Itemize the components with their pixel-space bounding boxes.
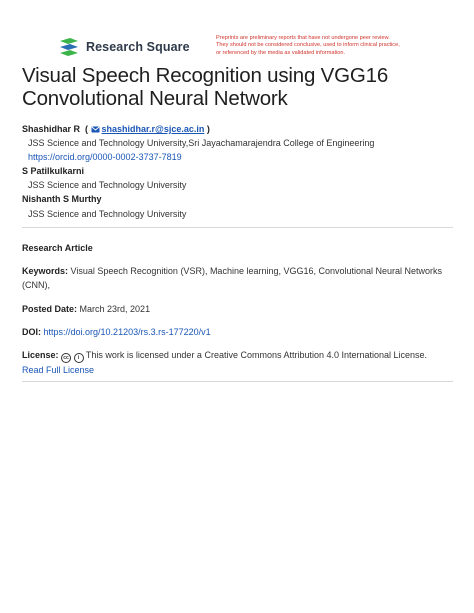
author-email-group: ( shashidhar.r@sjce.ac.in ) [82, 124, 210, 134]
preprint-disclaimer [216, 35, 446, 57]
author-name: Shashidhar R [22, 124, 81, 134]
license-text: This work is licensed under a Creative Commons Attribution 4.0 International License. [85, 350, 428, 360]
section-divider [22, 227, 453, 228]
envelope-icon [91, 126, 100, 133]
posted-date-label: Posted Date: [22, 304, 78, 314]
doi-link[interactable]: https://doi.org/10.21203/rs.3.rs-177220/v1 [43, 327, 211, 337]
author-affiliation: JSS Science and Technology University [28, 180, 187, 191]
author-affiliation: JSS Science and Technology University [28, 208, 187, 219]
research-square-logo-icon [58, 37, 80, 57]
keywords-block [22, 264, 454, 292]
license-block [22, 348, 454, 377]
author-email-link[interactable]: shashidhar.r@sjce.ac.in [101, 124, 205, 134]
section-divider [22, 381, 453, 382]
author-list [22, 122, 462, 221]
author-name: Nishanth S Murthy [22, 194, 102, 205]
orcid-link[interactable]: https://orcid.org/0000-0002-3737-7819 [28, 152, 182, 163]
logo-text: Research Square [86, 40, 190, 54]
read-full-license-link[interactable]: Read Full License [22, 365, 95, 375]
author-affiliation: JSS Science and Technology University,Sri Jayachamarajendra College of Engineering [28, 138, 375, 149]
author-orcid-line [22, 150, 462, 164]
article-type: Research Article [22, 243, 93, 253]
research-square-logo[interactable] [58, 36, 190, 58]
keywords-label: Keywords: [22, 266, 69, 276]
disclaimer-line: Preprints are preliminary reports that have not undergone peer review. [216, 35, 390, 41]
paper-title [22, 64, 462, 110]
article-type-block [22, 241, 454, 255]
doi-label: DOI: [22, 327, 41, 337]
keywords-value: Visual Speech Recognition (VSR), Machine learning, VGG16, Convolutional Neural Networks (CNN), [22, 266, 443, 290]
title-line: Convolutional Neural Network [22, 87, 288, 110]
disclaimer-line: or referenced by the media as validated information. [216, 49, 346, 56]
title-line: Visual Speech Recognition using VGG16 [22, 64, 389, 87]
author-entry [22, 122, 462, 136]
by-icon: i [74, 353, 84, 363]
doi-block [22, 325, 454, 339]
license-label: License: [22, 350, 59, 360]
posted-date-value: March 23rd, 2021 [79, 304, 151, 314]
disclaimer-line: They should not be considered conclusive, used to inform clinical practice, [216, 42, 400, 49]
author-name: S Patilkulkarni [22, 166, 85, 177]
posted-date-block [22, 302, 454, 316]
cc-icon: cc [61, 353, 71, 363]
